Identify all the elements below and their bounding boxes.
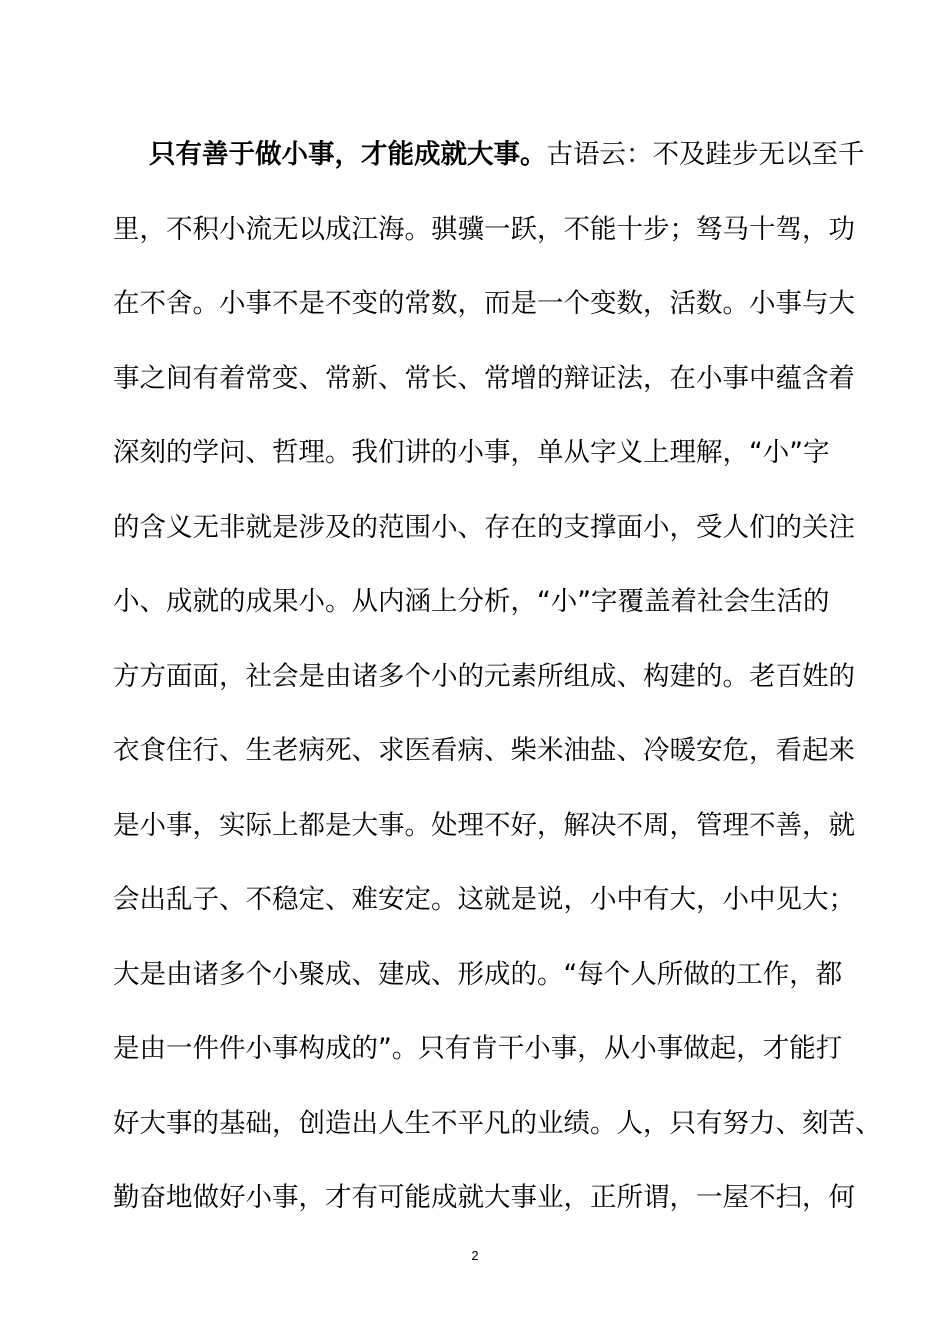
text-line-12: 大是由诸多个小聚成、建成、形成的。“每个人所做的工作，都: [113, 958, 843, 990]
text-line-10: 是小事，实际上都是大事。处理不好，解决不周，管理不善，就: [113, 809, 855, 841]
text-line-13: 是由一件件小事构成的”。只有肯干小事，从小事做起，才能打: [113, 1033, 843, 1064]
text-line-5: 深刻的学问、哲理。我们讲的小事，单从字义上理解，“小”字: [113, 437, 830, 468]
text-line-1-rest: 古语云：不及跬步无以至千: [546, 139, 865, 170]
text-line-4: 事之间有着常变、常新、常长、常增的辩证法，在小事中蕴含着: [113, 362, 855, 394]
body-paragraph: [113, 118, 882, 1236]
lead-sentence-bold: 只有善于做小事，才能成就大事。: [149, 139, 547, 170]
page-number: 2: [471, 1248, 479, 1263]
text-line-6: 的含义无非就是涉及的范围小、存在的支撑面小，受人们的关注: [113, 511, 855, 543]
text-line-8: 方方面面，社会是由诸多个小的元素所组成、构建的。老百姓的: [113, 660, 855, 692]
text-line-7: 小、成就的成果小。从内涵上分析，“小”字覆盖着社会生活的: [113, 586, 830, 617]
text-line-14: 好大事的基础，创造出人生不平凡的业绩。人，只有努力、刻苦、: [113, 1107, 882, 1139]
text-line-11: 会出乱子、不稳定、难安定。这就是说，小中有大，小中见大；: [113, 884, 855, 915]
text-line-15: 勤奋地做好小事，才有可能成就大事业，正所谓，一屋不扫，何: [113, 1182, 855, 1213]
text-line-1: [113, 118, 865, 193]
text-line-2: 里，不积小流无以成江海。骐骥一跃，不能十步；驽马十驾，功: [113, 213, 855, 245]
text-line-3: 在不舍。小事不是不变的常数，而是一个变数，活数。小事与大: [113, 288, 855, 319]
text-line-9: 衣食住行、生老病死、求医看病、柴米油盐、冷暖安危，看起来: [113, 735, 855, 766]
